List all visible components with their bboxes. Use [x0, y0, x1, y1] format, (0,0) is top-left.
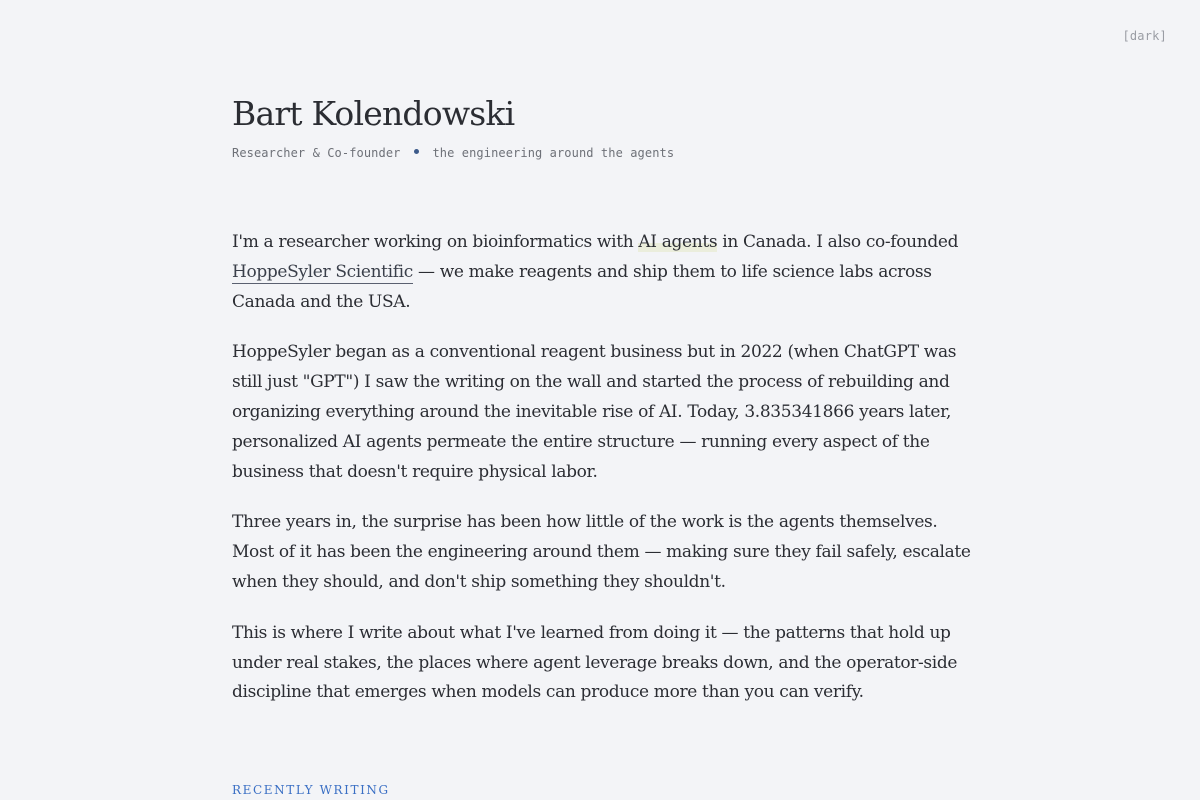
role-text: Researcher & Co-founder: [232, 146, 401, 160]
p1-text-a: I'm a researcher working on bioinformatics with: [232, 232, 639, 252]
theme-toggle-button[interactable]: [dark]: [1122, 29, 1167, 43]
separator-dot-icon: [414, 149, 419, 154]
site-title: Bart Kolendowski: [232, 94, 515, 133]
recently-writing-heading: RECENTLY WRITING: [232, 783, 390, 797]
intro-content: [232, 228, 972, 729]
tagline-text: the engineering around the agents: [432, 146, 675, 160]
subtitle: [232, 146, 674, 160]
p1-highlight: AI agents: [638, 232, 718, 252]
p1-text-b: in Canada. I also co-founded: [717, 232, 959, 252]
intro-paragraph-1: [232, 228, 972, 317]
intro-paragraph-3: Three years in, the surprise has been how little of the work is the agents themselves. Most of it has been the engineering around them — making sure they fail safely, escalate when they should, and don't ship something they shouldn't.: [232, 512, 971, 592]
hoppesyler-link[interactable]: HoppeSyler Scientific: [232, 261, 413, 282]
intro-paragraph-4: This is where I write about what I've learned from doing it — the patterns that hold up under real stakes, the places where agent leverage breaks down, and the operator-side discipline that emerges when models can produce more than you can verify.: [232, 622, 958, 703]
p1-text-c: — we make reagents and ship them to life science labs across Canada and the USA.: [232, 261, 932, 312]
intro-paragraph-2: HoppeSyler began as a conventional reagent business but in 2022 (when ChatGPT was still just "GPT") I saw the writing on the wall and started the process of rebuilding and organizing everything around the inevitable rise of AI. Today, 3.835341866 years later, personalized AI agents permeate the entire structure — running every aspect of the business that doesn't require physical labor.: [232, 342, 957, 482]
